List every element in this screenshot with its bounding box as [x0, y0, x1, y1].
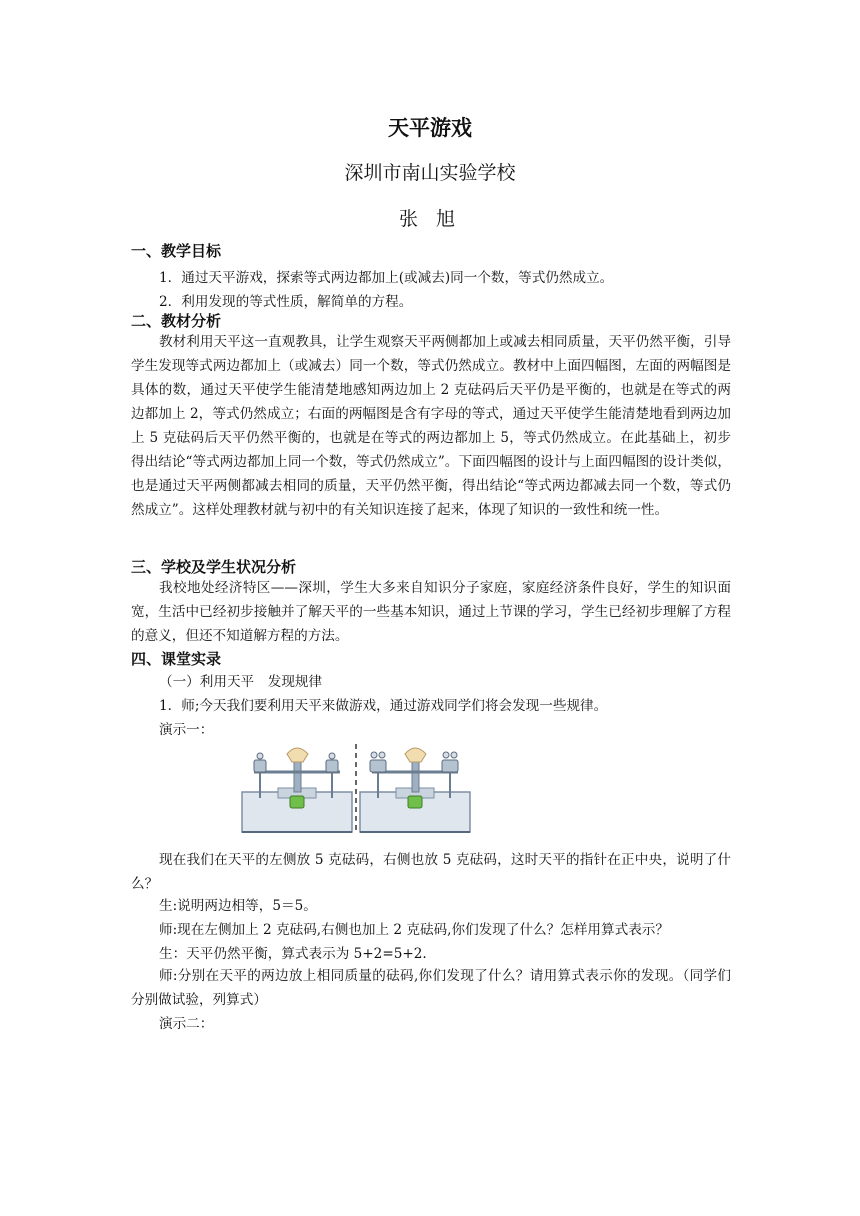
author-name: 张 旭	[398, 208, 462, 230]
goal-item-1: 1．通过天平游戏，探索等式两边都加上(或减去)同一个数，等式仍然成立。	[159, 270, 614, 286]
dialogue-paragraph-2: 师:分别在天平的两边放上相同质量的砝码,你们发现了什么？请用算式表示你的发现。（同学们分别做试验，列算式）	[131, 968, 731, 1008]
goal-item-2: 2．利用发现的等式性质，解简单的方程。	[159, 294, 413, 310]
demo-label-2: 演示二：	[159, 1016, 214, 1032]
dialogue-line-teacher-2: 师:现在左侧加上 2 克砝码,右侧也加上 2 克砝码,你们发现了什么？怎样用算式表示？	[159, 922, 669, 938]
balance-scale-right	[360, 748, 470, 832]
section-heading-goals: 一、教学目标	[131, 242, 222, 260]
section-heading-material: 二、教材分析	[131, 312, 222, 330]
balance-scale-left	[242, 748, 352, 832]
section-heading-record: 四、课堂实录	[131, 650, 222, 668]
dialogue-paragraph-1: 现在我们在天平的左侧放 5 克砝码，右侧也放 5 克砝码，这时天平的指针在正中央，说明了什么？	[131, 852, 731, 892]
document-title: 天平游戏	[388, 116, 472, 140]
material-analysis-paragraph: 教材利用天平这一直观教具，让学生观察天平两侧都加上或减去相同质量，天平仍然平衡，引导学生发现等式两边都加上（或减去）同一个数，等式仍然成立。教材中上面四幅图，左面的两幅图是具体的数，通过天平使学生能清楚地感知两边加上 2 克砝码后天平仍是平衡的，也就是在等式的两边都加上 2，等式仍然成立；右面的两幅图是含有字母的等式，通过天平使学生能清楚地看到两边加上 5 克砝码后天平仍然平衡的，也就是在等式的两边都加上 5，等式仍然成立。在此基础上，初步得出结论“等式两边都加上同一个数，等式仍然成立”。下面四幅图的设计与上面四幅图的设计类似，也是通过天平两侧都减去相同的质量，天平仍然平衡，得出结论“等式两边都减去同一个数，等式仍然成立”。这样处理教材就与初中的有关知识连接了起来，体现了知识的一致性和统一性。	[131, 334, 731, 518]
teacher-line-1: 1．师;今天我们要利用天平来做游戏，通过游戏同学们将会发现一些规律。	[159, 698, 608, 714]
dialogue-line-student-1: 生:说明两边相等，5＝5。	[159, 898, 317, 914]
student-analysis-paragraph: 我校地处经济特区——深圳，学生大多来自知识分子家庭，家庭经济条件良好，学生的知识面宽，生活中已经初步接触并了解天平的一些基本知识，通过上节课的学习，学生已经初步理解了方程的意义，但还不知道解方程的方法。	[131, 580, 731, 644]
dialogue-line-student-2: 生：天平仍然平衡，算式表示为 5+2=5+2.	[159, 946, 427, 962]
school-name: 深圳市南山实验学校	[344, 162, 516, 184]
demo-label-1: 演示一：	[159, 722, 214, 738]
subsection-heading: （一）利用天平 发现规律	[159, 674, 323, 690]
section-heading-students: 三、学校及学生状况分析	[131, 558, 297, 576]
balance-scale-figure	[240, 742, 472, 836]
